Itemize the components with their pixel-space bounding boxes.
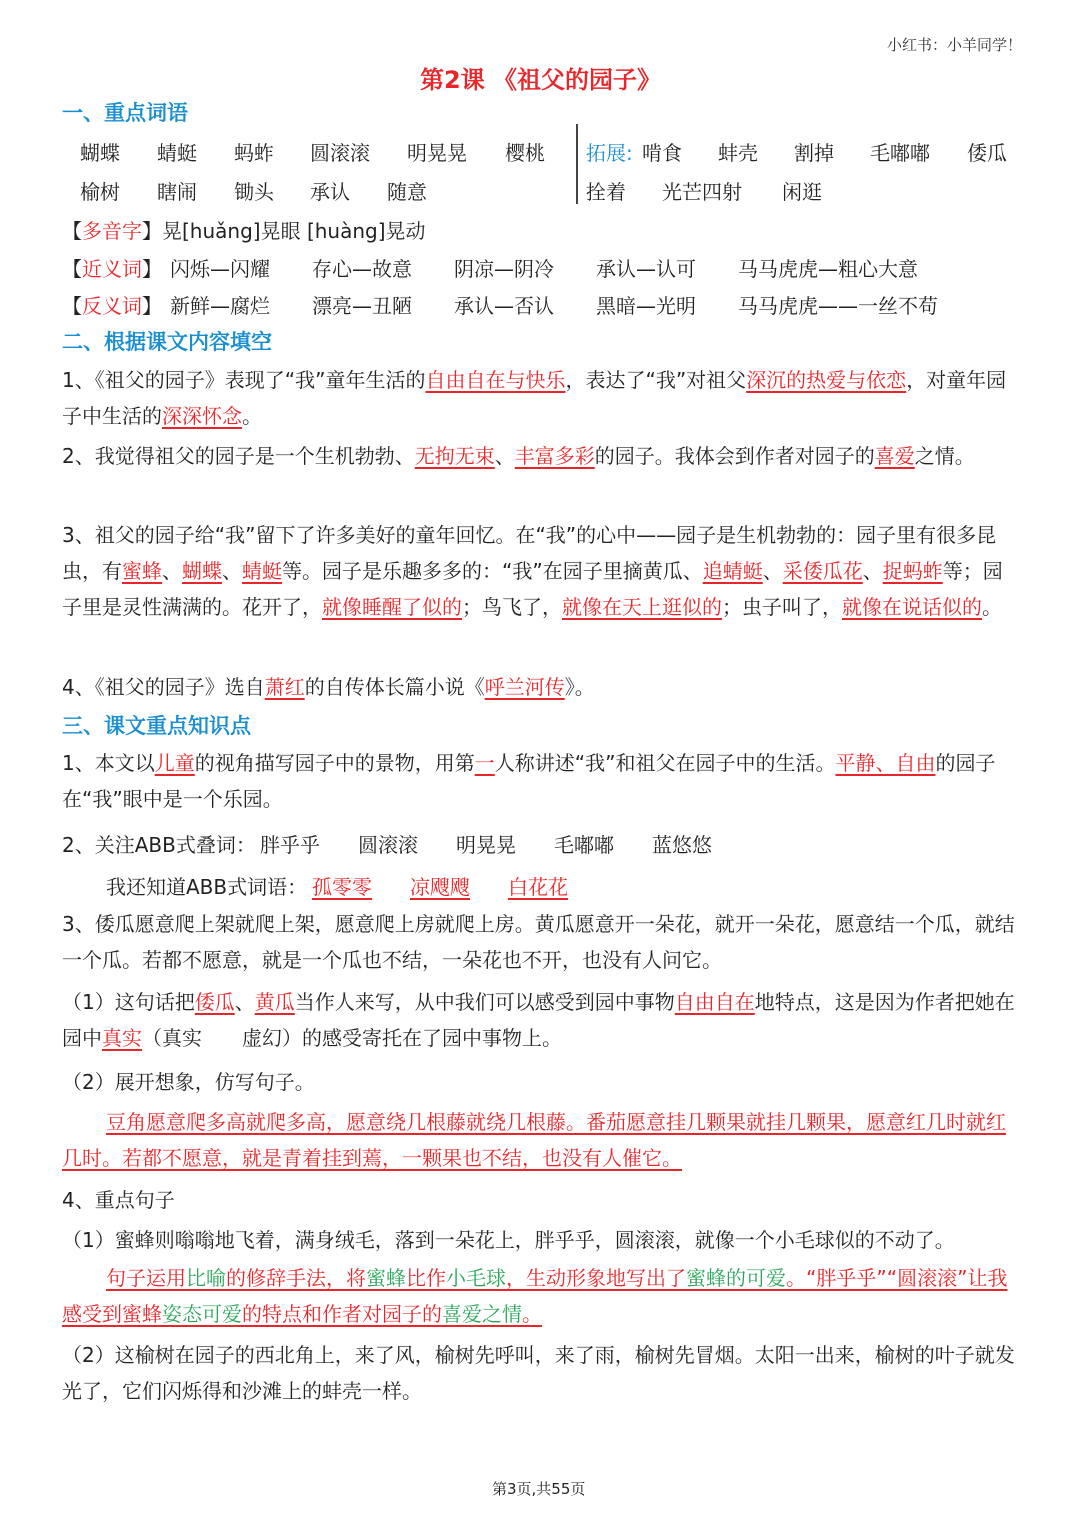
point-3-1: （1）这句话把倭瓜、黄瓜当作人来写，从中我们可以感受到园中事物自由自在地特点，这是因为作者把她在园中真实（真实 虚幻）的感受寄托在了园中事物上。	[62, 990, 1015, 1050]
answer: 就像在说话似的	[842, 595, 982, 619]
syn-label: 近义词	[82, 257, 142, 281]
polyphone-row: 【多音字】晃[huǎng]晃眼 [huàng]晃动	[62, 219, 426, 243]
abb-word: 蓝悠悠	[652, 833, 712, 857]
fill-q3: 3、祖父的园子给“我”留下了许多美好的童年回忆。在“我”的心中——园子是生机勃勃的：园子里有很多昆虫，有蜜蜂、蝴蝶、蜻蜓等。园子是乐趣多多的：“我”在园子里摘黄瓜、追蜻蜓、采倭瓜花、捉蚂蚱等；园子里是灵性满满的。花开了，就像睡醒了似的；鸟飞了，就像在天上逛似的；虫子叫了，就像在说话似的。	[62, 523, 1003, 619]
antonym: 漂亮—丑陋	[312, 294, 412, 318]
section2-heading: 二、根据课文内容填空	[62, 330, 272, 354]
word: 随意	[387, 180, 427, 204]
answer: 倭瓜	[194, 990, 235, 1014]
word: 瞎闹	[157, 180, 197, 204]
word: 啃食	[642, 141, 682, 165]
synonym: 阴凉—阴冷	[454, 257, 554, 281]
fill-q2: 2、我觉得祖父的园子是一个生机勃勃、无拘无束、丰富多彩的园子。我体会到作者对园子的喜爱之情。	[62, 444, 975, 468]
answer: 丰富多彩	[514, 444, 595, 468]
section1-heading: 一、重点词语	[62, 101, 188, 125]
word: 蚌壳	[718, 141, 758, 165]
abb-word: 明晃晃	[456, 833, 516, 857]
word: 锄头	[234, 180, 274, 204]
word: 光芒四射	[662, 180, 742, 204]
abb-word: 胖乎乎	[260, 833, 320, 857]
word: 毛嘟嘟	[870, 141, 930, 165]
point-1: 1、本文以儿童的视角描写园子中的景物，用第一人称讲述“我”和祖父在园子中的生活。平静、自由的园子在“我”眼中是一个乐园。	[62, 751, 996, 811]
answer: 自由自在与快乐	[425, 368, 566, 392]
antonym: 新鲜—腐烂	[170, 294, 270, 318]
answer: 孤零零	[312, 875, 372, 899]
word: 闲逛	[782, 180, 822, 204]
answer: 追蜻蜓	[702, 559, 763, 583]
antonym: 承认—否认	[454, 294, 554, 318]
section3-heading: 三、课文重点知识点	[62, 714, 251, 738]
answer: 深沉的热爱与依恋	[746, 368, 907, 392]
abb-word: 圆滚滚	[358, 833, 418, 857]
answer: 平静、自由	[835, 751, 936, 775]
point-4-2: （2）这榆树在园子的西北角上，来了风，榆树先呼叫，来了雨，榆树先冒烟。太阳一出来，榆树的叶子就发光了，它们闪烁得和沙滩上的蚌壳一样。	[62, 1343, 1015, 1403]
answer: 深深怀念	[162, 404, 242, 428]
answer: 呼兰河传	[484, 675, 565, 699]
poly-label: 多音字	[82, 219, 142, 243]
ext-label: 拓展:	[586, 141, 633, 165]
word: 拴着	[586, 180, 626, 204]
word: 榆树	[80, 180, 120, 204]
word: 承认	[310, 180, 350, 204]
divider	[576, 124, 578, 204]
synonym: 承认—认可	[596, 257, 696, 281]
point-3: 3、倭瓜愿意爬上架就爬上架，愿意爬上房就爬上房。黄瓜愿意开一朵花，就开一朵花，愿意结一个瓜，就结一个瓜。若都不愿意，就是一个瓜也不结，一朵花也不开，也没有人问它。	[62, 912, 1015, 972]
answer: 采倭瓜花	[782, 559, 863, 583]
answer: 喜爱	[874, 444, 915, 468]
answer: 自由自在	[674, 990, 755, 1014]
word: 樱桃	[505, 141, 545, 165]
synonym: 闪烁—闪耀	[170, 257, 270, 281]
word: 蚂蚱	[234, 141, 274, 165]
answer: 就像睡醒了似的	[322, 595, 462, 619]
answer: 蜜蜂	[122, 559, 162, 583]
answer: 蜻蜓	[242, 559, 282, 583]
answer: 儿童	[154, 751, 195, 775]
antonym: 马马虎虎——一丝不苟	[738, 294, 938, 318]
fill-q1: 1、《祖父的园子》表现了“我”童年生活的自由自在与快乐，表达了“我”对祖父深沉的热爱与依恋，对童年园子中生活的深深怀念。	[62, 368, 1007, 428]
point-4-1: （1）蜜蜂则嗡嗡地飞着，满身绒毛，落到一朵花上，胖乎乎，圆滚滚，就像一个小毛球似的不动了。	[62, 1228, 955, 1252]
poly-text: 晃[huǎng]晃眼 [huàng]晃动	[162, 219, 426, 243]
answer: 蝴蝶	[182, 559, 222, 583]
answer: 一	[474, 751, 495, 775]
answer: 无拘无束	[414, 444, 495, 468]
answer: 萧红	[264, 675, 305, 699]
answer-imitation: 豆角愿意爬多高就爬多高，愿意绕几根藤就绕几根藤。番茄愿意挂几颗果就挂几颗果，愿意红几时就红几时。若都不愿意，就是青着挂到蔫，一颗果也不结，也没有人催它。	[62, 1110, 1006, 1170]
word: 蜻蜓	[157, 141, 197, 165]
synonym: 马马虎虎—粗心大意	[738, 257, 918, 281]
answer: 白花花	[508, 875, 568, 899]
answer: 就像在天上逛似的	[562, 595, 722, 619]
ant-label: 反义词	[82, 294, 142, 318]
answer: 凉飕飕	[410, 875, 470, 899]
word: 蝴蝶	[80, 141, 120, 165]
antonym: 黑暗—光明	[596, 294, 696, 318]
word: 圆滚滚	[310, 141, 370, 165]
answer: 黄瓜	[254, 990, 295, 1014]
synonym: 存心—故意	[312, 257, 412, 281]
answer: 真实	[102, 1026, 142, 1050]
answer: 捉蚂蚱	[882, 559, 943, 583]
abb-word: 毛嘟嘟	[554, 833, 614, 857]
page-title: 第2课 《祖父的园子》	[420, 66, 662, 94]
word: 倭瓜	[967, 141, 1007, 165]
point-3-2: （2）展开想象，仿写句子。	[62, 1070, 315, 1094]
point-4: 4、重点句子	[62, 1188, 175, 1212]
word: 割掉	[794, 141, 834, 165]
page-number: 第3页,共55页	[492, 1480, 586, 1498]
fill-q4: 4、《祖父的园子》选自萧红的自传体长篇小说《呼兰河传》。	[62, 675, 595, 699]
answer-analysis: 句子运用比喻的修辞手法，将蜜蜂比作小毛球，生动形象地写出了蜜蜂的可爱。“胖乎乎”“圆滚滚”让我感受到蜜蜂姿态可爱的特点和作者对园子的喜爱之情。	[62, 1266, 1008, 1326]
word: 明晃晃	[407, 141, 467, 165]
source-label: 小红书：小羊同学！	[886, 36, 1022, 54]
